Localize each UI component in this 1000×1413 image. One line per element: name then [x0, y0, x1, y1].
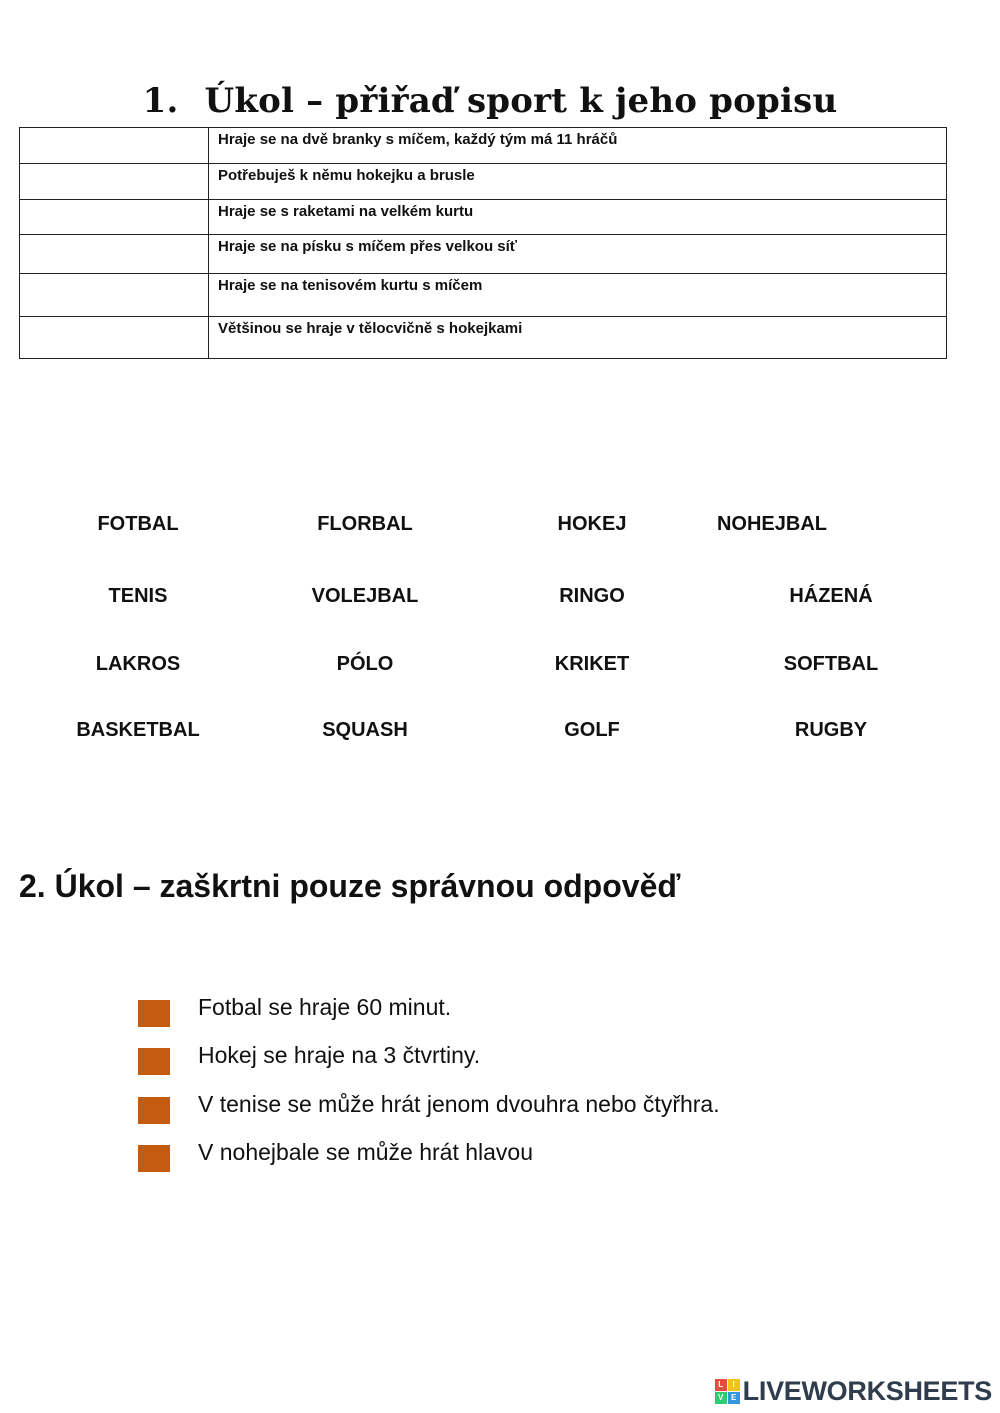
word-bank-item[interactable]: HÁZENÁ	[789, 585, 873, 607]
brand-name: LIVEWORKSHEETS	[742, 1375, 992, 1406]
option-label: V tenise se může hrát jenom dvouhra nebo čtyřhra.	[198, 1091, 720, 1117]
option-checkbox[interactable]	[138, 1000, 170, 1027]
logo-tile: E	[728, 1392, 740, 1404]
logo-tile: I	[728, 1379, 740, 1391]
option-label: V nohejbale se může hrát hlavou	[198, 1139, 533, 1165]
table-row	[20, 128, 947, 164]
word-bank-item[interactable]: LAKROS	[95, 653, 181, 675]
word-bank-item[interactable]: SOFTBAL	[783, 653, 879, 675]
word-bank-item[interactable]: FOTBAL	[97, 513, 179, 535]
answer-field[interactable]	[20, 274, 209, 317]
answer-field[interactable]	[20, 164, 209, 200]
word-bank-item[interactable]: VOLEJBAL	[311, 585, 419, 607]
word-bank-item[interactable]: NOHEJBAL	[716, 513, 827, 535]
description-cell: Většinou se hraje v tělocvičně s hokejkami	[209, 317, 947, 359]
task1-number: 1.	[142, 80, 179, 121]
table-row	[20, 274, 947, 317]
answer-field[interactable]	[20, 235, 209, 274]
answer-field[interactable]	[20, 317, 209, 359]
word-bank-item[interactable]: HOKEJ	[557, 513, 627, 535]
logo-icon	[715, 1379, 740, 1404]
description-cell: Hraje se na písku s míčem přes velkou síť	[209, 235, 947, 274]
description-cell: Hraje se s raketami na velkém kurtu	[209, 200, 947, 235]
matching-table	[19, 127, 947, 359]
word-bank-item[interactable]: GOLF	[564, 719, 620, 741]
word-bank-item[interactable]: RINGO	[559, 585, 625, 607]
task2-title: 2. Úkol – zaškrtni pouze správnou odpověď	[19, 868, 681, 904]
word-bank-item[interactable]: SQUASH	[322, 719, 408, 741]
option-checkbox[interactable]	[138, 1048, 170, 1075]
option-checkbox[interactable]	[138, 1145, 170, 1172]
word-bank-item[interactable]: PÓLO	[336, 653, 394, 675]
answer-field[interactable]	[20, 200, 209, 235]
description-cell: Hraje se na dvě branky s míčem, každý tým má 11 hráčů	[209, 128, 947, 164]
option-checkbox[interactable]	[138, 1097, 170, 1124]
description-cell: Potřebuješ k němu hokejku a brusle	[209, 164, 947, 200]
table-row	[20, 200, 947, 235]
word-bank-item[interactable]: RUGBY	[794, 719, 868, 741]
word-bank-item[interactable]: TENIS	[108, 585, 168, 607]
answer-field[interactable]	[20, 128, 209, 164]
task1-title	[0, 81, 980, 121]
word-bank-item[interactable]: FLORBAL	[317, 513, 413, 535]
option-label: Hokej se hraje na 3 čtvrtiny.	[198, 1042, 481, 1068]
task1-title-text: Úkol – přiřaď sport k jeho popisu	[204, 80, 838, 121]
logo-tile: V	[715, 1392, 727, 1404]
description-cell: Hraje se na tenisovém kurtu s míčem	[209, 274, 947, 317]
option-label: Fotbal se hraje 60 minut.	[198, 994, 452, 1020]
word-bank-item[interactable]: BASKETBAL	[76, 719, 200, 741]
table-row	[20, 235, 947, 274]
word-bank-item[interactable]: KRIKET	[554, 653, 630, 675]
table-row	[20, 164, 947, 200]
liveworksheets-logo	[715, 1377, 992, 1405]
table-row	[20, 317, 947, 359]
logo-tile: L	[715, 1379, 727, 1391]
